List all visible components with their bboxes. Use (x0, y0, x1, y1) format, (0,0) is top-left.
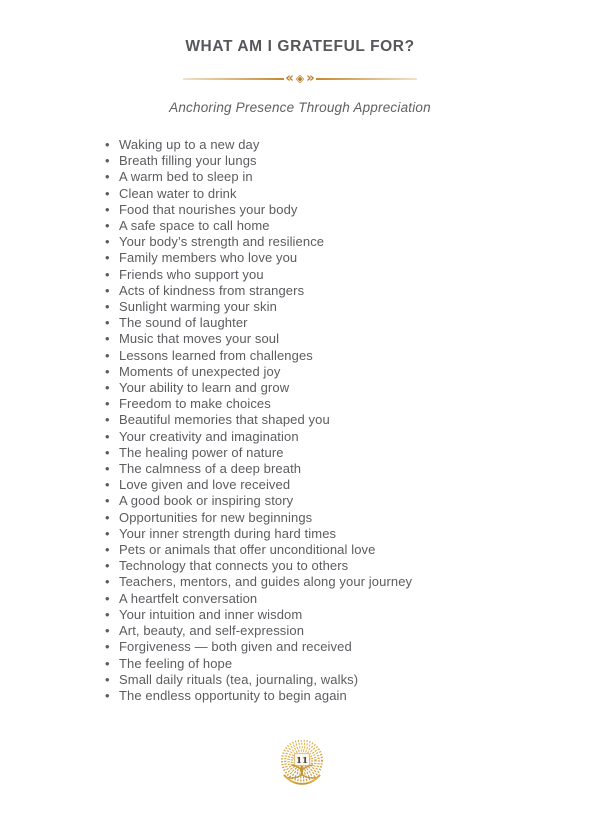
bullet-icon: • (105, 137, 110, 152)
list-item (105, 558, 600, 574)
list-item-text: Food that nourishes your body (119, 201, 298, 217)
list-item-text: Lessons learned from challenges (119, 347, 313, 363)
list-item-text: A good book or inspiring story (119, 493, 294, 509)
bullet-icon: • (105, 282, 110, 298)
list-item (105, 299, 600, 315)
list-item (105, 493, 600, 509)
list-item (105, 169, 600, 185)
list-item-text: A warm bed to sleep in (119, 169, 253, 185)
list-item (105, 202, 600, 218)
list-item-text: Friends who support you (119, 266, 264, 282)
bullet-icon: • (105, 201, 110, 217)
bullet-icon: • (105, 687, 110, 703)
chevron-left-ornament-icon: « (285, 71, 294, 86)
bullet-icon: • (105, 250, 110, 266)
bullet-icon: • (105, 655, 110, 671)
list-item (105, 526, 600, 542)
list-item (105, 639, 600, 655)
list-item-text: Love given and love received (119, 477, 291, 493)
bullet-icon: • (105, 380, 110, 396)
list-item (105, 396, 600, 412)
list-item (105, 656, 600, 672)
bullet-icon: • (105, 153, 110, 169)
journal-page (0, 38, 600, 815)
page-title: WHAT AM I GRATEFUL FOR? (185, 38, 415, 55)
list-item (105, 412, 600, 428)
bullet-icon: • (105, 639, 110, 655)
bullet-icon: • (105, 623, 110, 639)
chevron-right-ornament-icon: » (306, 71, 315, 86)
bullet-icon: • (105, 509, 110, 525)
list-item (105, 688, 600, 704)
list-item (105, 186, 600, 202)
list-item-text: Acts of kindness from strangers (119, 282, 305, 298)
list-item (105, 331, 600, 347)
bullet-icon: • (105, 574, 110, 590)
list-item-text: Freedom to make choices (119, 396, 271, 412)
list-item-text: Your intuition and inner wisdom (119, 606, 303, 622)
list-item (105, 267, 600, 283)
list-item (105, 250, 600, 266)
list-item (105, 429, 600, 445)
list-item-text: Opportunities for new beginnings (119, 509, 313, 525)
list-item (105, 623, 600, 639)
list-item-text: Breath filling your lungs (119, 153, 257, 169)
list-item (105, 234, 600, 250)
list-item (105, 315, 600, 331)
bullet-icon: • (105, 347, 110, 363)
list-item-text: A heartfelt conversation (119, 590, 258, 606)
gratitude-list (0, 137, 600, 704)
list-item (105, 461, 600, 477)
bullet-icon: • (105, 266, 110, 282)
bullet-icon: • (105, 234, 110, 250)
bullet-icon: • (105, 299, 110, 315)
bullet-icon: • (105, 525, 110, 541)
list-item-text: Sunlight warming your skin (119, 299, 277, 315)
list-item-text: Your inner strength during hard times (119, 525, 337, 541)
list-item-text: Music that moves your soul (119, 331, 280, 347)
bullet-icon: • (105, 315, 110, 331)
list-item-text: Art, beauty, and self-expression (119, 623, 305, 639)
list-item-text: Clean water to drink (119, 185, 237, 201)
list-item (105, 542, 600, 558)
bullet-icon: • (105, 493, 110, 509)
list-item-text: Small daily rituals (tea, journaling, walks) (119, 671, 359, 687)
bullet-icon: • (105, 363, 110, 379)
list-item-text: Waking up to a new day (119, 137, 260, 152)
list-item-text: Forgiveness — both given and received (119, 639, 352, 655)
list-item (105, 574, 600, 590)
list-item (105, 607, 600, 623)
list-item-text: Pets or animals that offer unconditional love (119, 542, 376, 558)
bullet-icon: • (105, 396, 110, 412)
bullet-icon: • (105, 477, 110, 493)
list-item-text: Your body’s strength and resilience (119, 234, 325, 250)
bullet-icon: • (105, 185, 110, 201)
page-subtitle: Anchoring Presence Through Appreciation (169, 100, 431, 115)
list-item (105, 672, 600, 688)
list-item (105, 510, 600, 526)
list-item (105, 364, 600, 380)
bullet-icon: • (105, 461, 110, 477)
list-item (105, 153, 600, 169)
list-item (105, 591, 600, 607)
tree-of-life-emblem (279, 740, 325, 786)
list-item-text: Beautiful memories that shaped you (119, 412, 330, 428)
decorative-divider (183, 71, 417, 87)
list-item-text: Your ability to learn and grow (119, 380, 290, 396)
list-item-text: Teachers, mentors, and guides along your journey (119, 574, 413, 590)
bullet-icon: • (105, 412, 110, 428)
list-item (105, 348, 600, 364)
bullet-icon: • (105, 444, 110, 460)
list-item-text: Your creativity and imagination (119, 428, 299, 444)
bullet-icon: • (105, 542, 110, 558)
bullet-icon: • (105, 331, 110, 347)
list-item (105, 477, 600, 493)
bullet-icon: • (105, 218, 110, 234)
bullet-icon: • (105, 606, 110, 622)
list-item-text: The endless opportunity to begin again (119, 687, 347, 703)
bullet-icon: • (105, 590, 110, 606)
page-number: 11 (296, 755, 308, 766)
list-item-text: The healing power of nature (119, 444, 284, 460)
list-item (105, 218, 600, 234)
list-item-text: The sound of laughter (119, 315, 248, 331)
list-item-text: A safe space to call home (119, 218, 270, 234)
list-item-text: Family members who love you (119, 250, 298, 266)
bullet-icon: • (105, 558, 110, 574)
list-item (105, 283, 600, 299)
bullet-icon: • (105, 169, 110, 185)
divider-line-right (316, 78, 417, 79)
list-item (105, 380, 600, 396)
bullet-icon: • (105, 671, 110, 687)
list-item (105, 137, 600, 153)
list-item-text: The feeling of hope (119, 655, 233, 671)
divider-line-left (183, 78, 284, 79)
list-item (105, 445, 600, 461)
list-item-text: Technology that connects you to others (119, 558, 349, 574)
list-item-text: Moments of unexpected joy (119, 363, 281, 379)
list-item-text: The calmness of a deep breath (119, 461, 302, 477)
bullet-icon: • (105, 428, 110, 444)
diamond-ornament-icon: ◈ (295, 72, 305, 85)
